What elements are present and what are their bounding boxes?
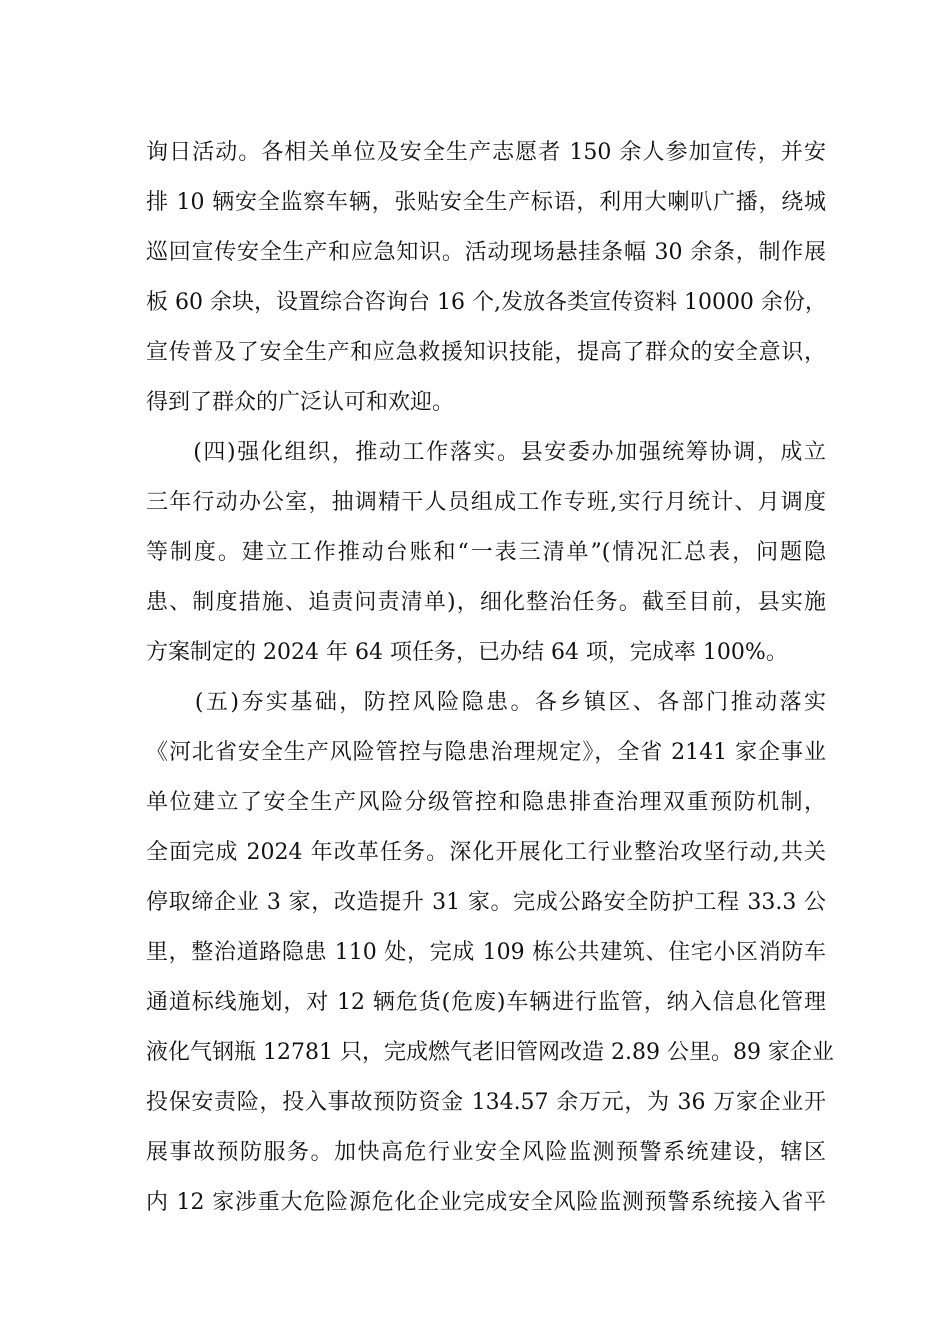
text-line: 宣传普及了安全生产和应急救援知识技能，提高了群众的安全意识， [146, 340, 826, 365]
text-line: 投保安责险，投入事故预防资金 134.57 余万元，为 36 万家企业开 [146, 1090, 826, 1115]
text-line: 里，整治道路隐患 110 处，完成 109 栋公共建筑、住宅小区消防车 [146, 940, 826, 965]
text-line: 液化气钢瓶 12781 只，完成燃气老旧管网改造 2.89 公里。89 家企业 [146, 1040, 834, 1065]
text-line: 方案制定的 2024 年 64 项任务，已办结 64 项，完成率 100%。 [146, 640, 788, 665]
text-line: 三年行动办公室，抽调精干人员组成工作专班,实行月统计、月调度 [146, 490, 826, 515]
text-line: (五)夯实基础，防控风险隐患。各乡镇区、各部门推动落实 [146, 690, 826, 715]
text-line: 通道标线施划，对 12 辆危货(危废)车辆进行监管，纳入信息化管理 [146, 990, 826, 1015]
text-line: (四)强化组织，推动工作落实。县安委办加强统筹协调，成立 [146, 440, 826, 465]
text-line: 得到了群众的广泛认可和欢迎。 [146, 390, 455, 415]
text-line: 《河北省安全生产风险管控与隐患治理规定》，全省 2141 家企事业 [146, 740, 826, 765]
text-line: 停取缔企业 3 家，改造提升 31 家。完成公路安全防护工程 33.3 公 [146, 890, 826, 915]
text-line: 内 12 家涉重大危险源危化企业完成安全风险监测预警系统接入省平 [146, 1190, 826, 1215]
text-line: 排 10 辆安全监察车辆，张贴安全生产标语，利用大喇叭广播，绕城 [146, 190, 826, 215]
text-line: 患、制度措施、追责问责清单)，细化整治任务。截至目前，县实施 [146, 590, 826, 615]
text-line: 全面完成 2024 年改革任务。深化开展化工行业整治攻坚行动,共关 [146, 840, 826, 865]
text-line: 巡回宣传安全生产和应急知识。活动现场悬挂条幅 30 余条，制作展 [146, 240, 826, 265]
text-line: 展事故预防服务。加快高危行业安全风险监测预警系统建设，辖区 [146, 1140, 826, 1165]
text-line: 板 60 余块，设置综合咨询台 16 个,发放各类宣传资料 10000 余份， [146, 290, 827, 315]
body-text [146, 128, 834, 1228]
text-line: 询日活动。各相关单位及安全生产志愿者 150 余人参加宣传，并安 [146, 140, 826, 165]
text-line: 等制度。建立工作推动台账和“一表三清单”(情况汇总表，问题隐 [146, 540, 826, 565]
text-line: 单位建立了安全生产风险分级管控和隐患排查治理双重预防机制， [146, 790, 826, 815]
